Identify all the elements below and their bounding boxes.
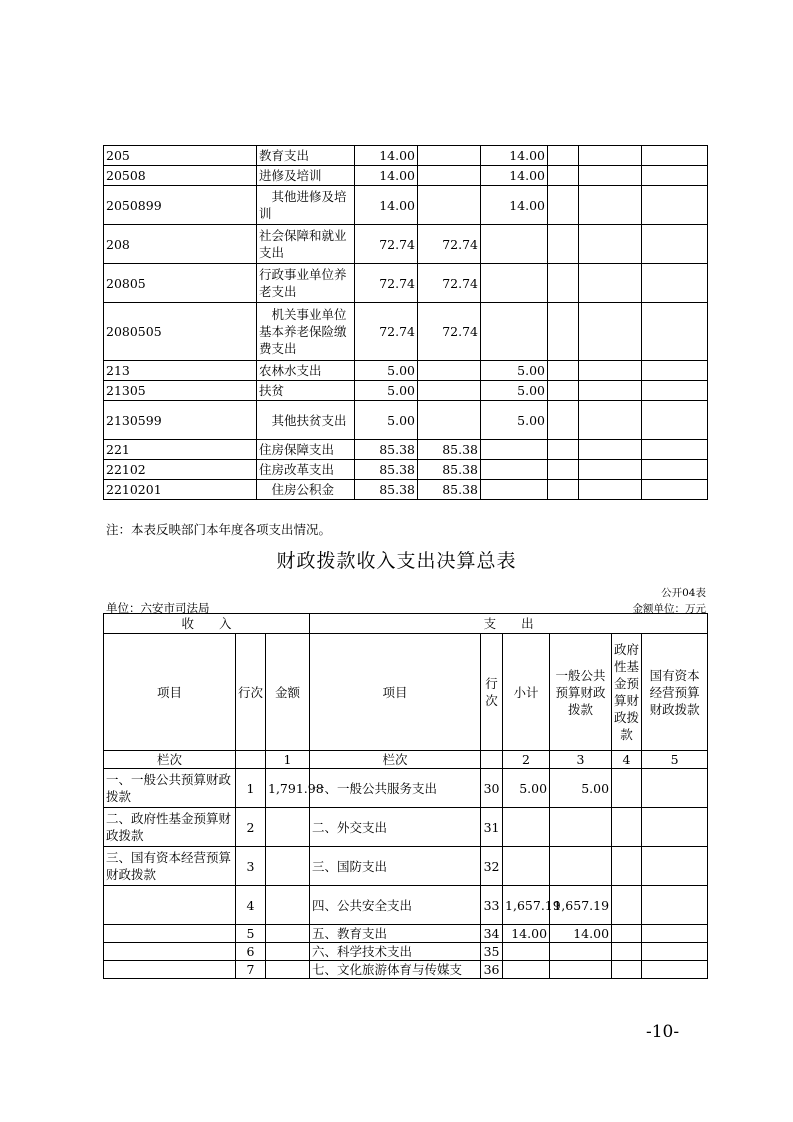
project-cell: 14.00: [481, 186, 548, 225]
general-budget-cell: [550, 847, 612, 886]
subtotal-header: 小计: [503, 634, 550, 751]
column-label: 栏次: [104, 751, 236, 769]
code-cell: 20805: [104, 264, 257, 303]
subtotal-cell: [503, 847, 550, 886]
income-row-no-cell: 5: [236, 925, 266, 943]
empty-cell: [642, 186, 708, 225]
empty-cell: [548, 264, 579, 303]
name-cell: 农林水支出: [257, 361, 355, 381]
table-row: [104, 264, 708, 303]
name-cell: 机关事业单位基本养老保险缴费支出: [257, 303, 355, 361]
empty-cell: [548, 381, 579, 401]
empty-cell: [579, 361, 642, 381]
total-cell: 85.38: [355, 480, 418, 500]
money-unit: 金额单位：万元: [632, 603, 706, 615]
general-budget-cell: [550, 961, 612, 979]
basic-cell: [418, 401, 481, 440]
income-amount-cell: [266, 847, 310, 886]
total-cell: 72.74: [355, 303, 418, 361]
gov-fund-cell: [612, 961, 642, 979]
empty-cell: [548, 401, 579, 440]
total-cell: 5.00: [355, 401, 418, 440]
expense-row-no-header: 行次: [481, 634, 503, 751]
expense-item-cell: 四、公共安全支出: [310, 886, 481, 925]
subtotal-cell: 14.00: [503, 925, 550, 943]
total-cell: 14.00: [355, 146, 418, 166]
name-cell: 其他进修及培训: [257, 186, 355, 225]
table-row: [104, 847, 708, 886]
name-cell: 其他扶贫支出: [257, 401, 355, 440]
table-row: [104, 769, 708, 808]
state-capital-cell: [642, 847, 708, 886]
total-cell: 14.00: [355, 186, 418, 225]
subtotal-cell: [503, 961, 550, 979]
empty-cell: [579, 225, 642, 264]
table-row: [104, 146, 708, 166]
expense-row-no-cell: 34: [481, 925, 503, 943]
code-cell: 2080505: [104, 303, 257, 361]
income-row-no-cell: 7: [236, 961, 266, 979]
empty-cell: [642, 480, 708, 500]
total-cell: 85.38: [355, 440, 418, 460]
table-row: [104, 808, 708, 847]
empty-cell: [642, 361, 708, 381]
basic-cell: 72.74: [418, 303, 481, 361]
column-3: 3: [550, 751, 612, 769]
total-cell: 5.00: [355, 361, 418, 381]
name-cell: 住房保障支出: [257, 440, 355, 460]
total-cell: 14.00: [355, 166, 418, 186]
code-cell: 2050899: [104, 186, 257, 225]
income-row-no-cell: 4: [236, 886, 266, 925]
general-budget-cell: [550, 808, 612, 847]
gov-fund-cell: [612, 943, 642, 961]
project-cell: [481, 480, 548, 500]
empty-cell: [642, 264, 708, 303]
basic-cell: 85.38: [418, 440, 481, 460]
page-number: -10-: [646, 1022, 680, 1042]
empty-cell: [579, 480, 642, 500]
income-amount-cell: [266, 961, 310, 979]
empty-cell: [579, 303, 642, 361]
empty-cell: [548, 480, 579, 500]
empty-cell: [642, 440, 708, 460]
expense-row-no-cell: 33: [481, 886, 503, 925]
empty-cell: [642, 460, 708, 480]
empty-cell: [579, 166, 642, 186]
general-budget-cell: [550, 943, 612, 961]
income-amount-header: 金额: [266, 634, 310, 751]
subtotal-cell: [503, 943, 550, 961]
basic-cell: [418, 186, 481, 225]
table-row: [104, 303, 708, 361]
expense-item-cell: 三、国防支出: [310, 847, 481, 886]
table-row: [104, 480, 708, 500]
basic-cell: [418, 361, 481, 381]
project-cell: 5.00: [481, 381, 548, 401]
gov-fund-cell: [612, 808, 642, 847]
code-cell: 21305: [104, 381, 257, 401]
project-cell: 5.00: [481, 361, 548, 381]
general-budget-cell: 1,657.19: [550, 886, 612, 925]
expense-item-cell: 二、外交支出: [310, 808, 481, 847]
basic-cell: [418, 166, 481, 186]
expense-row-no-cell: 32: [481, 847, 503, 886]
empty-cell: [548, 146, 579, 166]
project-cell: 5.00: [481, 401, 548, 440]
code-cell: 205: [104, 146, 257, 166]
income-amount-cell: [266, 808, 310, 847]
code-cell: 22102: [104, 460, 257, 480]
table-row: [104, 943, 708, 961]
project-cell: [481, 460, 548, 480]
income-amount-cell: [266, 943, 310, 961]
page-title: 财政拨款收入支出决算总表: [276, 550, 517, 572]
empty-cell: [642, 146, 708, 166]
total-cell: 85.38: [355, 460, 418, 480]
name-cell: 社会保障和就业支出: [257, 225, 355, 264]
empty-cell: [642, 303, 708, 361]
income-item-cell: [104, 925, 236, 943]
code-cell: 2210201: [104, 480, 257, 500]
basic-cell: [418, 146, 481, 166]
general-budget-header: 一般公共预算财政拨款: [550, 634, 612, 751]
income-amount-cell: [266, 886, 310, 925]
empty-cell: [579, 146, 642, 166]
subtotal-cell: 5.00: [503, 769, 550, 808]
expense-item-cell: 五、教育支出: [310, 925, 481, 943]
expense-row-no-cell: 31: [481, 808, 503, 847]
gov-fund-cell: [612, 769, 642, 808]
empty-cell: [579, 264, 642, 303]
name-cell: 住房改革支出: [257, 460, 355, 480]
state-capital-cell: [642, 961, 708, 979]
income-header: 收 入: [104, 614, 310, 634]
gov-fund-cell: [612, 847, 642, 886]
form-number: 公开04表: [661, 587, 706, 599]
column-4: 4: [612, 751, 642, 769]
expense-row-no-cell: 36: [481, 961, 503, 979]
expense-row-no-cell: 30: [481, 769, 503, 808]
table-row: [104, 440, 708, 460]
column-2: 2: [503, 751, 550, 769]
table-row: [104, 886, 708, 925]
state-capital-cell: [642, 925, 708, 943]
total-cell: 72.74: [355, 225, 418, 264]
column-5: 5: [642, 751, 708, 769]
table-note: 注：本表反映部门本年度各项支出情况。: [106, 522, 332, 537]
code-cell: 221: [104, 440, 257, 460]
table-row: [104, 166, 708, 186]
income-item-header: 项目: [104, 634, 236, 751]
empty-cell: [579, 401, 642, 440]
subtotal-cell: [503, 808, 550, 847]
income-item-cell: [104, 943, 236, 961]
total-cell: 72.74: [355, 264, 418, 303]
project-cell: [481, 264, 548, 303]
income-item-cell: [104, 886, 236, 925]
state-capital-cell: [642, 808, 708, 847]
empty-cell: [548, 303, 579, 361]
income-item-cell: 二、政府性基金预算财政拨款: [104, 808, 236, 847]
income-row-no-cell: 2: [236, 808, 266, 847]
table-row: [104, 225, 708, 264]
empty-cell: [548, 166, 579, 186]
income-item-cell: 三、国有资本经营预算财政拨款: [104, 847, 236, 886]
code-cell: 208: [104, 225, 257, 264]
fiscal-summary-table: [103, 613, 708, 979]
code-cell: 2130599: [104, 401, 257, 440]
empty-cell: [548, 361, 579, 381]
table-row: [104, 381, 708, 401]
name-cell: 行政事业单位养老支出: [257, 264, 355, 303]
column-blank: [481, 751, 503, 769]
empty-cell: [642, 401, 708, 440]
expense-item-cell: 一、一般公共服务支出: [310, 769, 481, 808]
gov-fund-header: 政府性基金预算财政拨款: [612, 634, 642, 751]
table-row: [104, 460, 708, 480]
empty-cell: [579, 440, 642, 460]
empty-cell: [548, 440, 579, 460]
name-cell: 扶贫: [257, 381, 355, 401]
empty-cell: [642, 225, 708, 264]
expense-header: 支 出: [310, 614, 708, 634]
state-capital-cell: [642, 769, 708, 808]
basic-cell: 85.38: [418, 480, 481, 500]
income-row-no-cell: 1: [236, 769, 266, 808]
project-cell: 14.00: [481, 146, 548, 166]
table-row: [104, 186, 708, 225]
empty-cell: [548, 225, 579, 264]
project-cell: [481, 440, 548, 460]
expenditure-table: [103, 145, 708, 500]
subtotal-cell: 1,657.19: [503, 886, 550, 925]
empty-cell: [642, 166, 708, 186]
gov-fund-cell: [612, 925, 642, 943]
unit-label: 单位：六安市司法局: [106, 601, 210, 615]
expense-row-no-cell: 35: [481, 943, 503, 961]
project-cell: [481, 225, 548, 264]
income-item-cell: 一、一般公共预算财政拨款: [104, 769, 236, 808]
table-row: [104, 361, 708, 381]
general-budget-cell: 5.00: [550, 769, 612, 808]
empty-cell: [579, 381, 642, 401]
basic-cell: [418, 381, 481, 401]
income-row-no-header: 行次: [236, 634, 266, 751]
table-row: [104, 961, 708, 979]
empty-cell: [548, 186, 579, 225]
gov-fund-cell: [612, 886, 642, 925]
expense-item-header: 项目: [310, 634, 481, 751]
name-cell: 教育支出: [257, 146, 355, 166]
name-cell: 住房公积金: [257, 480, 355, 500]
total-cell: 5.00: [355, 381, 418, 401]
empty-cell: [579, 186, 642, 225]
income-amount-cell: 1,791.98: [266, 769, 310, 808]
empty-cell: [548, 460, 579, 480]
expense-item-cell: 六、科学技术支出: [310, 943, 481, 961]
basic-cell: 72.74: [418, 225, 481, 264]
expense-item-cell: 七、文化旅游体育与传媒支: [310, 961, 481, 979]
project-cell: [481, 303, 548, 361]
column-1: 1: [266, 751, 310, 769]
income-amount-cell: [266, 925, 310, 943]
column-label: 栏次: [310, 751, 481, 769]
empty-cell: [579, 460, 642, 480]
code-cell: 213: [104, 361, 257, 381]
income-item-cell: [104, 961, 236, 979]
state-capital-header: 国有资本经营预算财政拨款: [642, 634, 708, 751]
basic-cell: 85.38: [418, 460, 481, 480]
income-row-no-cell: 3: [236, 847, 266, 886]
income-row-no-cell: 6: [236, 943, 266, 961]
column-blank: [236, 751, 266, 769]
empty-cell: [642, 381, 708, 401]
state-capital-cell: [642, 886, 708, 925]
code-cell: 20508: [104, 166, 257, 186]
table-row: [104, 925, 708, 943]
project-cell: 14.00: [481, 166, 548, 186]
name-cell: 进修及培训: [257, 166, 355, 186]
general-budget-cell: 14.00: [550, 925, 612, 943]
state-capital-cell: [642, 943, 708, 961]
table-row: [104, 401, 708, 440]
basic-cell: 72.74: [418, 264, 481, 303]
